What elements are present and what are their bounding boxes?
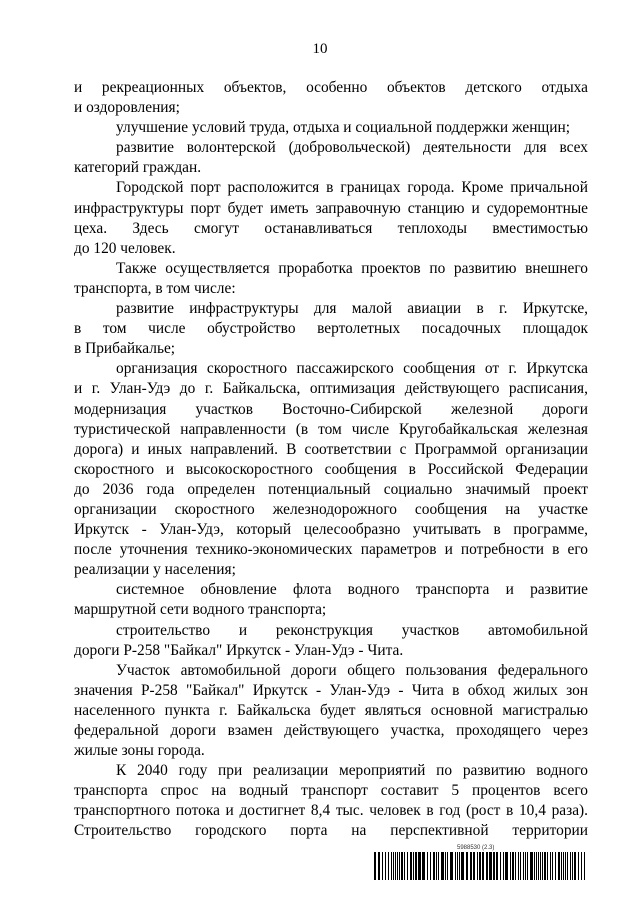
text-line: маршрутной сети водного транспорта; xyxy=(74,601,327,619)
text-line: в Прибайкалье; xyxy=(74,340,176,358)
text-line: инфраструктуры порт будет иметь заправочную станцию и судоремонтные xyxy=(74,199,588,217)
text-line: Строительство городского порта на перспективной территории xyxy=(74,822,588,840)
text-line: транспортного потока и достигнет 8,4 тыс. человек в год (рост в 10,4 раза). xyxy=(74,802,588,820)
text-line: модернизация участков Восточно-Сибирской железной дороги xyxy=(74,400,588,418)
text-line: дороги Р-258 "Байкал" Иркутск - Улан-Удэ - Чита. xyxy=(74,641,404,659)
body-text xyxy=(74,78,588,842)
text-line: транспорта спрос на водный транспорт составит 5 процентов всего xyxy=(74,782,588,800)
text-line: цеха. Здесь смогут останавливаться теплоходы вместимостью xyxy=(74,219,588,237)
text-line: и рекреационных объектов, особенно объектов детского отдыха xyxy=(74,79,588,96)
document-id: 5988530 (2.3) xyxy=(457,845,495,851)
text-line: скоростного и высокоскоростного сообщения в Российской Федерации xyxy=(74,460,588,478)
text-line: транспорта, в том числе: xyxy=(74,279,236,297)
text-line: организация скоростного пассажирского сообщения от г. Иркутска xyxy=(116,360,588,378)
text-line: до 120 человек. xyxy=(74,239,176,257)
barcode xyxy=(374,852,588,880)
text-line: значения Р-258 "Байкал" Иркутск - Улан-Удэ - Чита в обход жилых зон xyxy=(74,681,588,699)
text-line: Иркутск - Улан-Удэ, который целесообразно учитывать в программе, xyxy=(74,521,588,539)
text-line: федеральной дороги взамен действующего участка, проходящего через xyxy=(74,722,588,739)
text-line: Также осуществляется проработка проектов по развитию внешнего xyxy=(116,259,588,277)
text-line: Участок автомобильной дороги общего пользования федерального xyxy=(116,661,588,679)
page-number: 10 xyxy=(312,41,328,57)
text-line: в том числе обустройство вертолетных посадочных площадок xyxy=(74,320,588,338)
text-line: развитие волонтерской (добровольческой) деятельности для всех xyxy=(116,139,588,157)
text-line: развитие инфраструктуры для малой авиации в г. Иркутске, xyxy=(116,300,588,318)
text-line: туристической направленности (в том числе Кругобайкальская железная xyxy=(74,420,588,438)
text-line: дорога) и иных направлений. В соответствии с Программой организации xyxy=(74,440,588,458)
text-line: строительство и реконструкция участков автомобильной xyxy=(116,621,588,639)
text-line: и оздоровления; xyxy=(74,99,180,117)
text-line: жилые зоны города. xyxy=(74,742,205,760)
text-line: системное обновление флота водного транспорта и развитие xyxy=(116,581,588,599)
text-line: до 2036 года определен потенциальный социально значимый проект xyxy=(74,480,588,498)
text-line: К 2040 году при реализации мероприятий по развитию водного xyxy=(116,762,588,780)
text-line: после уточнения технико-экономических параметров и потребности в его xyxy=(74,541,588,559)
text-line: Городской порт расположится в границах города. Кроме причальной xyxy=(116,179,588,197)
text-line: улучшение условий труда, отдыха и социальной поддержки женщин; xyxy=(116,119,571,137)
text-line: категорий граждан. xyxy=(74,159,202,177)
text-line: и г. Улан-Удэ до г. Байкальска, оптимизация действующего расписания, xyxy=(74,380,588,398)
text-line: населенного пункта г. Байкальска будет являться основной магистралью xyxy=(74,701,588,719)
text-line: организации скоростного железнодорожного сообщения на участке xyxy=(74,500,588,518)
text-line: реализации у населения; xyxy=(74,561,236,579)
